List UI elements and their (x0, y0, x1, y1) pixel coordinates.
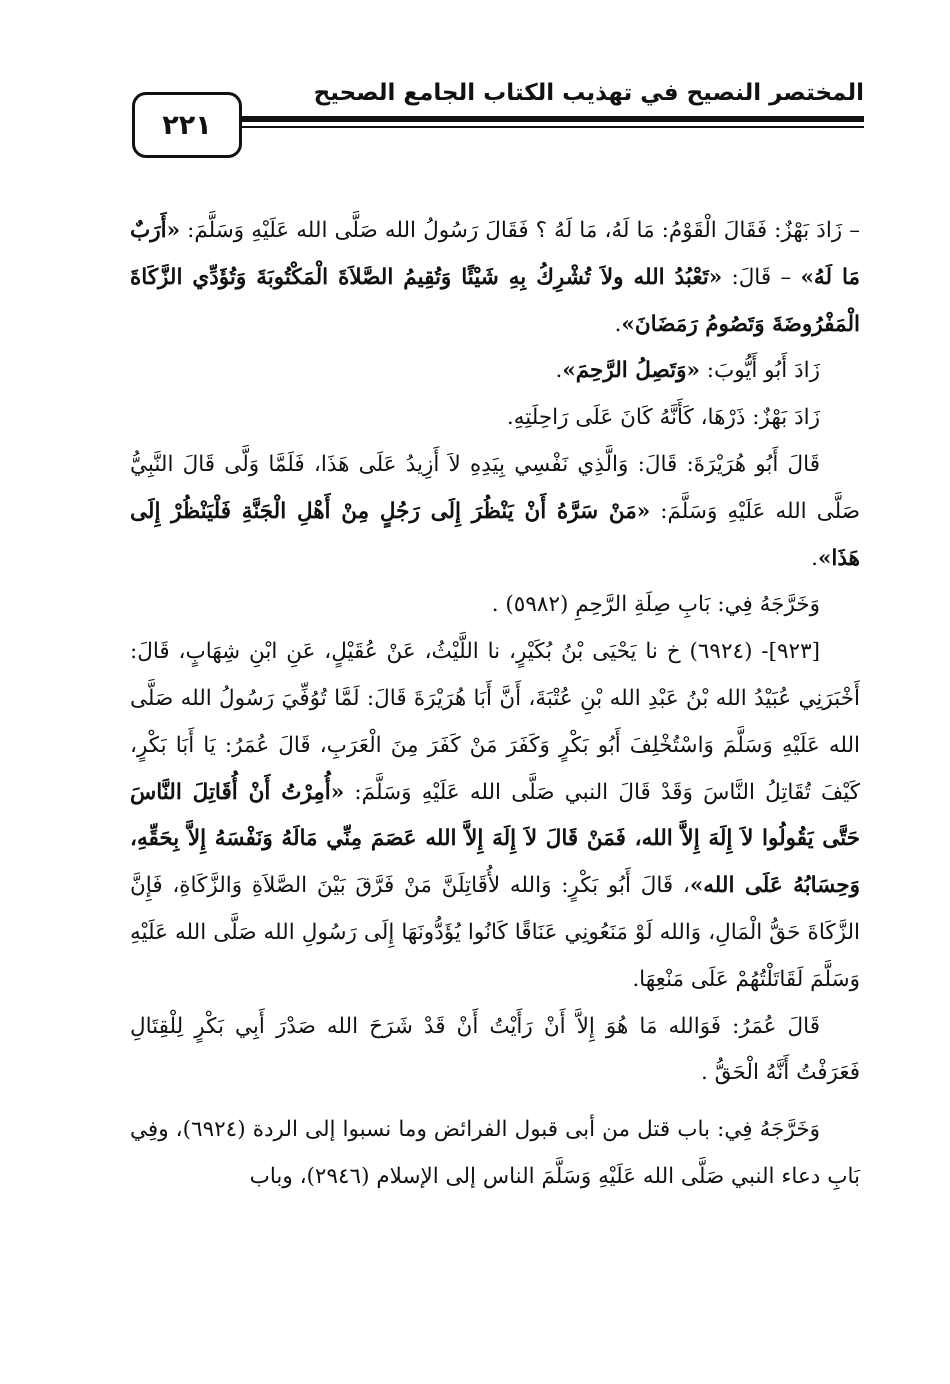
paragraph-4-text: . (811, 545, 818, 571)
hadith-quote: «تَعْبُدُ الله ولاَ تُشْرِكُ بِهِ شَيْئًا وَتُقِيمُ الصَّلاَةَ الْمَكْتُوبَةَ وَتُؤَدِّي الزَّكَاةَ الْمَفْرُوضَةَ وَتَصُومُ رَمَضَانَ» (130, 264, 860, 337)
page-header (0, 0, 950, 170)
hadith-quote: «أُمِرْتُ أَنْ أُقَاتِلَ النَّاسَ حَتَّى يَقُولُوا لاَ إِلَهَ إِلاَّ الله، فَمَنْ قَالَ لاَ إِلَهَ إِلاَّ الله عَصَمَ مِنِّي مَالَهُ وَنَفْسَهُ إِلاَّ بِحَقِّهِ، وَحِسَابُهُ عَلَى الله» (130, 779, 860, 899)
paragraph-2-text: زَادَ أَبُو أَيُّوبَ: (699, 358, 820, 384)
paragraph-6 (130, 629, 860, 1003)
paragraph-6-text: ، قَالَ أَبُو بَكْرٍ: وَالله لأُقَاتِلَنَّ مَنْ فَرَّقَ بَيْنَ الصَّلاَةِ وَالزَّكَاةِ، فَإِنَّ الزَّكَاةَ حَقُّ الْمَالِ، وَالله لَوْ مَنَعُونِي عَنَاقًا كَانُوا يُؤَدُّونَهَا إِلَى رَسُولِ الله صَلَّى الله عَلَيْهِ وَسَلَّمَ لَقَاتَلْتُهُمْ عَلَى مَنْعِهَا. (130, 873, 860, 992)
running-title: المختصر النصيح في تهذيب الكتاب الجامع الصحيح (313, 80, 864, 106)
paragraph-1 (130, 208, 860, 348)
paragraph-6-text: [٩٢٣]- (٦٩٢٤) خ نا يَحْيَى بْنُ بُكَيْرٍ، نا اللَّيْثُ، عَنْ عُقَيْلٍ، عَنِ ابْنِ شِهَابٍ، قَالَ: أَخْبَرَنِي عُبَيْدُ الله بْنُ عَبْدِ الله بْنِ عُتْبَةَ، أَنَّ أَبَا هُرَيْرَةَ قَالَ: لَمَّا تُوُفِّيَ رَسُولُ الله صَلَّى الله عَلَيْهِ وَسَلَّمَ وَاسْتُخْلِفَ أَبُو بَكْرٍ وَكَفَرَ مَنْ كَفَرَ مِنَ الْعَرَبِ، قَالَ عُمَرُ: يَا أَبَا بَكْرٍ، كَيْفَ تُقَاتِلُ النَّاسَ وَقَدْ قَالَ النبي صَلَّى الله عَلَيْهِ وَسَلَّمَ: (130, 639, 861, 805)
paragraph-5: وَخَرَّجَهُ فِي: بَابِ صِلَةِ الرَّحِمِ (٥٩٨٢) . (491, 592, 820, 618)
hadith-quote: «وَتَصِلُ الرَّحِمَ» (562, 358, 700, 384)
page-body (130, 208, 860, 1201)
paragraph-7: قَالَ عُمَرُ: فَوَالله مَا هُوَ إِلاَّ أَنْ رَأَيْتُ أَنْ قَدْ شَرَحَ الله صَدْرَ أَبِي بَكْرٍ لِلْقِتَالِ فَعَرَفْتُ أَنَّهُ الْحَقُّ . (130, 1013, 860, 1086)
paragraph-8: وَخَرَّجَهُ فِي: باب قتل من أبى قبول الفرائض وما نسبوا إلى الردة (٦٩٢٤)، وفِي بَابِ دعاء النبي صَلَّى الله عَلَيْهِ وَسَلَّمَ الناس إلى الإسلام (٢٩٤٦)، وباب (130, 1117, 860, 1189)
paragraph-3: زَادَ بَهْزٌ: ذَرْهَا، كَأَنَّهُ كَانَ عَلَى رَاحِلَتِهِ. (506, 405, 820, 431)
paragraph-4 (130, 442, 860, 582)
paragraph-2 (130, 348, 860, 395)
header-rule-thick (232, 116, 864, 122)
hadith-quote: «مَنْ سَرَّهُ أَنْ يَنْظُرَ إِلَى رَجُلٍ مِنْ أَهْلِ الْجَنَّةِ فَلْيَنْظُرْ إِلَى هَذَا» (130, 498, 860, 571)
paragraph-1-text: . (614, 311, 622, 337)
page-number: ٢٢١ (132, 92, 242, 158)
paragraph-2-text: . (555, 358, 563, 384)
header-rule-thin (232, 126, 864, 128)
paragraph-4-text: قَالَ أَبُو هُرَيْرَةَ: قَالَ: وَالَّذِي نَفْسِي بِيَدِهِ لاَ أَزِيدُ عَلَى هَذَا، فَلَمَّا وَلَّى قَالَ النَّبِيُّ صَلَّى الله عَلَيْهِ وَسَلَّمَ: (130, 451, 861, 524)
paragraph-1-text: – قَالَ: (722, 264, 801, 290)
hadith-quote: «أَرَبٌ مَا لَهُ» (130, 218, 861, 290)
paragraph-1-text: – زَادَ بَهْزٌ: فَقَالَ الْقَوْمُ: مَا لَهُ، مَا لَهُ ؟ فَقَالَ رَسُولُ الله صَلَّى الله عَلَيْهِ وَسَلَّمَ: (180, 218, 860, 243)
